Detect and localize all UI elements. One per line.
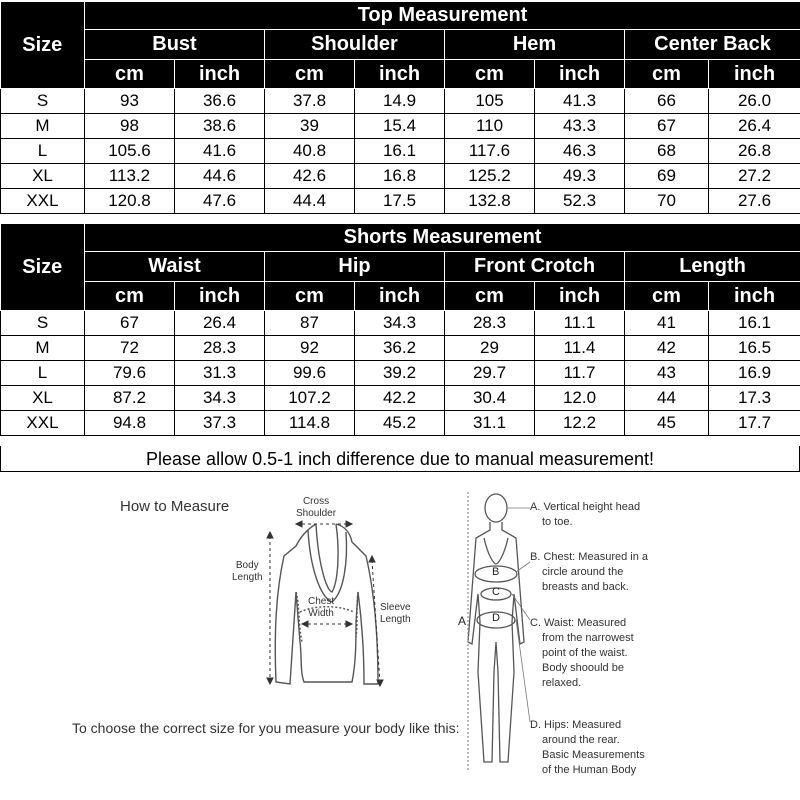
measurement-cell: 98: [85, 114, 175, 139]
measurement-cell: 29: [445, 336, 535, 361]
measurement-cell: 27.6: [709, 189, 800, 214]
measurement-cell: 87: [265, 311, 355, 336]
size-cell: L: [1, 139, 85, 164]
measurement-cell: 41.6: [175, 139, 265, 164]
measurement-cell: 36.6: [175, 89, 265, 114]
size-cell: XXL: [1, 189, 85, 214]
measurement-cell: 70: [625, 189, 709, 214]
measurement-cell: 93: [85, 89, 175, 114]
unit-header: inch: [535, 282, 625, 311]
measurement-cell: 11.7: [535, 361, 625, 386]
chest-width-label: Chest Width: [308, 596, 335, 619]
measurement-cell: 43: [625, 361, 709, 386]
measurement-cell: 37.3: [175, 411, 265, 436]
measurement-cell: 44.6: [175, 164, 265, 189]
size-cell: S: [1, 89, 85, 114]
measurement-cell: 41: [625, 311, 709, 336]
measurement-cell: 42.2: [355, 386, 445, 411]
figure-letter-d: D: [492, 612, 500, 624]
group-header-length: Length: [625, 252, 800, 282]
measurement-cell: 31.1: [445, 411, 535, 436]
group-header-hem: Hem: [445, 30, 625, 60]
measurement-cell: 16.1: [709, 311, 800, 336]
table-title: Shorts Measurement: [85, 224, 800, 252]
measurement-cell: 44.4: [265, 189, 355, 214]
measurement-cell: 45.2: [355, 411, 445, 436]
measurement-cell: 132.8: [445, 189, 535, 214]
measurement-cell: 69: [625, 164, 709, 189]
measurement-cell: 67: [85, 311, 175, 336]
measurement-cell: 120.8: [85, 189, 175, 214]
measurement-cell: 42: [625, 336, 709, 361]
measurement-cell: 43.3: [535, 114, 625, 139]
unit-header: inch: [355, 60, 445, 89]
size-cell: M: [1, 336, 85, 361]
measurement-cell: 29.7: [445, 361, 535, 386]
size-cell: M: [1, 114, 85, 139]
measurement-cell: 27.2: [709, 164, 800, 189]
guide-illustration: [0, 472, 800, 800]
body-length-label: Body Length: [232, 560, 263, 583]
cross-shoulder-label: Cross Shoulder: [296, 496, 337, 519]
measurement-cell: 34.3: [175, 386, 265, 411]
figure-letter-b: B: [492, 566, 500, 578]
shorts-measurement-table: [0, 223, 800, 436]
unit-header: inch: [175, 60, 265, 89]
unit-header: inch: [355, 282, 445, 311]
size-cell: S: [1, 311, 85, 336]
unit-header: cm: [265, 60, 355, 89]
table-row: [1, 386, 800, 411]
measurement-note: Please allow 0.5-1 inch difference due to manual measurement!: [0, 446, 800, 472]
figure-letter-c: C: [492, 586, 500, 598]
measurement-cell: 39: [265, 114, 355, 139]
measurement-cell: 36.2: [355, 336, 445, 361]
table-row: [1, 89, 800, 114]
body-figure: [468, 492, 524, 772]
measurement-cell: 92: [265, 336, 355, 361]
measurement-cell: 105.6: [85, 139, 175, 164]
measurement-cell: 41.3: [535, 89, 625, 114]
measurement-cell: 17.5: [355, 189, 445, 214]
measurement-cell: 79.6: [85, 361, 175, 386]
measurement-cell: 99.6: [265, 361, 355, 386]
measurement-cell: 26.4: [175, 311, 265, 336]
unit-header: cm: [625, 60, 709, 89]
table-row: [1, 336, 800, 361]
unit-header: inch: [535, 60, 625, 89]
measurement-cell: 11.1: [535, 311, 625, 336]
measurement-cell: 26.0: [709, 89, 800, 114]
table-row: [1, 311, 800, 336]
measurement-cell: 42.6: [265, 164, 355, 189]
measurement-cell: 66: [625, 89, 709, 114]
unit-header: cm: [625, 282, 709, 311]
measurement-cell: 68: [625, 139, 709, 164]
choose-size-instruction: To choose the correct size for you measure your body like this:: [72, 720, 460, 736]
shorts-table-body: [1, 311, 800, 436]
measurement-cell: 114.8: [265, 411, 355, 436]
measurement-cell: 37.8: [265, 89, 355, 114]
size-cell: XL: [1, 164, 85, 189]
measurement-cell: 105: [445, 89, 535, 114]
measurement-cell: 26.4: [709, 114, 800, 139]
table-row: [1, 361, 800, 386]
measurement-cell: 28.3: [175, 336, 265, 361]
measurement-cell: 52.3: [535, 189, 625, 214]
table-row: [1, 114, 800, 139]
sleeve-length-label: Sleeve Length: [380, 602, 411, 625]
table-row: [1, 139, 800, 164]
measurement-cell: 47.6: [175, 189, 265, 214]
annotation-a: A. Vertical height head to toe.: [530, 501, 641, 528]
measuring-guide: [0, 472, 800, 800]
measurement-cell: 17.3: [709, 386, 800, 411]
group-header-hip: Hip: [265, 252, 445, 282]
measurement-cell: 67: [625, 114, 709, 139]
measurement-cell: 125.2: [445, 164, 535, 189]
measurement-cell: 30.4: [445, 386, 535, 411]
measurement-cell: 113.2: [85, 164, 175, 189]
measurement-cell: 117.6: [445, 139, 535, 164]
annotation-d: D. Hips: Measured around the rear. Basic Measurements of the Human Body: [530, 719, 645, 776]
top-measurement-table: [0, 1, 800, 214]
size-column-header: Size: [1, 224, 85, 311]
measurement-cell: 12.0: [535, 386, 625, 411]
measurement-cell: 14.9: [355, 89, 445, 114]
measurement-cell: 15.4: [355, 114, 445, 139]
measurement-cell: 16.9: [709, 361, 800, 386]
group-header-center-back: Center Back: [625, 30, 800, 60]
annotation-c: C. Waist: Measured from the narrowest point of the waist. Body shoould be relaxed.: [530, 617, 634, 689]
size-cell: XXL: [1, 411, 85, 436]
measurement-cell: 16.5: [709, 336, 800, 361]
group-header-waist: Waist: [85, 252, 265, 282]
measurement-cell: 44: [625, 386, 709, 411]
unit-header: inch: [709, 60, 800, 89]
table-title: Top Measurement: [85, 2, 800, 30]
measurement-cell: 16.8: [355, 164, 445, 189]
measurement-cell: 107.2: [265, 386, 355, 411]
measurement-cell: 12.2: [535, 411, 625, 436]
table-row: [1, 189, 800, 214]
measurement-cell: 110: [445, 114, 535, 139]
measurement-cell: 31.3: [175, 361, 265, 386]
unit-header: inch: [175, 282, 265, 311]
measurement-cell: 94.8: [85, 411, 175, 436]
unit-header: inch: [709, 282, 800, 311]
size-cell: XL: [1, 386, 85, 411]
unit-header: cm: [445, 60, 535, 89]
unit-header: cm: [85, 282, 175, 311]
unit-header: cm: [445, 282, 535, 311]
annotation-b: B. Chest: Measured in a circle around the breasts and back.: [530, 551, 649, 593]
group-header-shoulder: Shoulder: [265, 30, 445, 60]
measurement-cell: 34.3: [355, 311, 445, 336]
measurement-cell: 11.4: [535, 336, 625, 361]
measurement-cell: 28.3: [445, 311, 535, 336]
measurement-cell: 39.2: [355, 361, 445, 386]
measurement-cell: 17.7: [709, 411, 800, 436]
measurement-cell: 45: [625, 411, 709, 436]
measurement-cell: 46.3: [535, 139, 625, 164]
table-row: [1, 411, 800, 436]
figure-letter-a: A: [458, 614, 467, 628]
measurement-cell: 38.6: [175, 114, 265, 139]
group-header-bust: Bust: [85, 30, 265, 60]
size-column-header: Size: [1, 2, 85, 89]
measurement-cell: 72: [85, 336, 175, 361]
unit-header: cm: [85, 60, 175, 89]
table-row: [1, 164, 800, 189]
top-table-body: [1, 89, 800, 214]
measurement-cell: 87.2: [85, 386, 175, 411]
measurement-cell: 40.8: [265, 139, 355, 164]
how-to-measure-title: How to Measure: [120, 498, 230, 515]
unit-header: cm: [265, 282, 355, 311]
measurement-cell: 16.1: [355, 139, 445, 164]
measurement-cell: 26.8: [709, 139, 800, 164]
measurement-cell: 49.3: [535, 164, 625, 189]
group-header-front-crotch: Front Crotch: [445, 252, 625, 282]
size-cell: L: [1, 361, 85, 386]
